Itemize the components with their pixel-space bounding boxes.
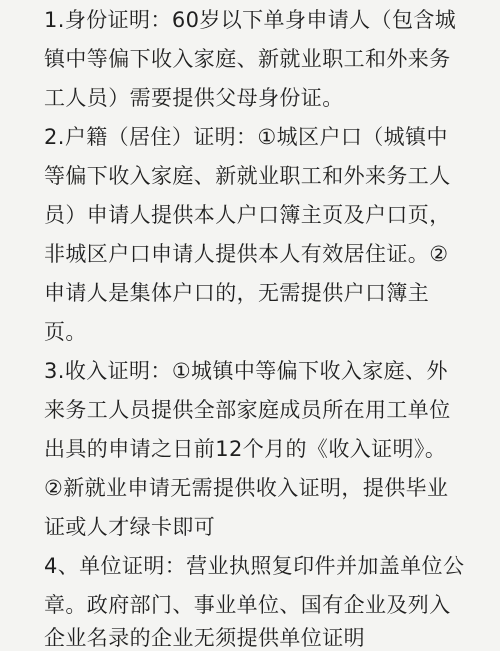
text-line: 2.户籍（居住）证明：①城区户口（城镇中 — [44, 125, 448, 149]
text-line: 非城区户口申请人提供本人有效居住证。② — [44, 242, 449, 266]
text-line: 工人员）需要提供父母身份证。 — [44, 86, 344, 110]
text-line: 证或人才绿卡即可 — [44, 515, 216, 539]
text-line: 员）申请人提供本人户口簿主页及户口页， — [44, 203, 451, 227]
text-line: 4、单位证明：营业执照复印件并加盖单位公 — [44, 554, 465, 578]
text-line: 申请人是集体户口的，无需提供户口簿主 — [44, 281, 430, 305]
text-line: 出具的申请之日前12个月的《收入证明》。 — [44, 437, 447, 461]
text-line: 等偏下收入家庭、新就业职工和外来务工人 — [44, 164, 451, 188]
text-line: 来务工人员提供全部家庭成员所在用工单位 — [44, 398, 451, 422]
text-line: 镇中等偏下收入家庭、新就业职工和外来务 — [44, 47, 451, 71]
text-line: 页。 — [44, 320, 87, 344]
text-line: 企业名录的企业无须提供单位证明 — [44, 626, 365, 650]
text-line: 1.身份证明：60岁以下单身申请人（包含城 — [44, 8, 457, 32]
text-line: ②新就业申请无需提供收入证明，提供毕业 — [44, 476, 449, 500]
text-line: 3.收入证明：①城镇中等偏下收入家庭、外 — [44, 359, 448, 383]
text-line: 章。政府部门、事业单位、国有企业及列入 — [44, 593, 451, 617]
